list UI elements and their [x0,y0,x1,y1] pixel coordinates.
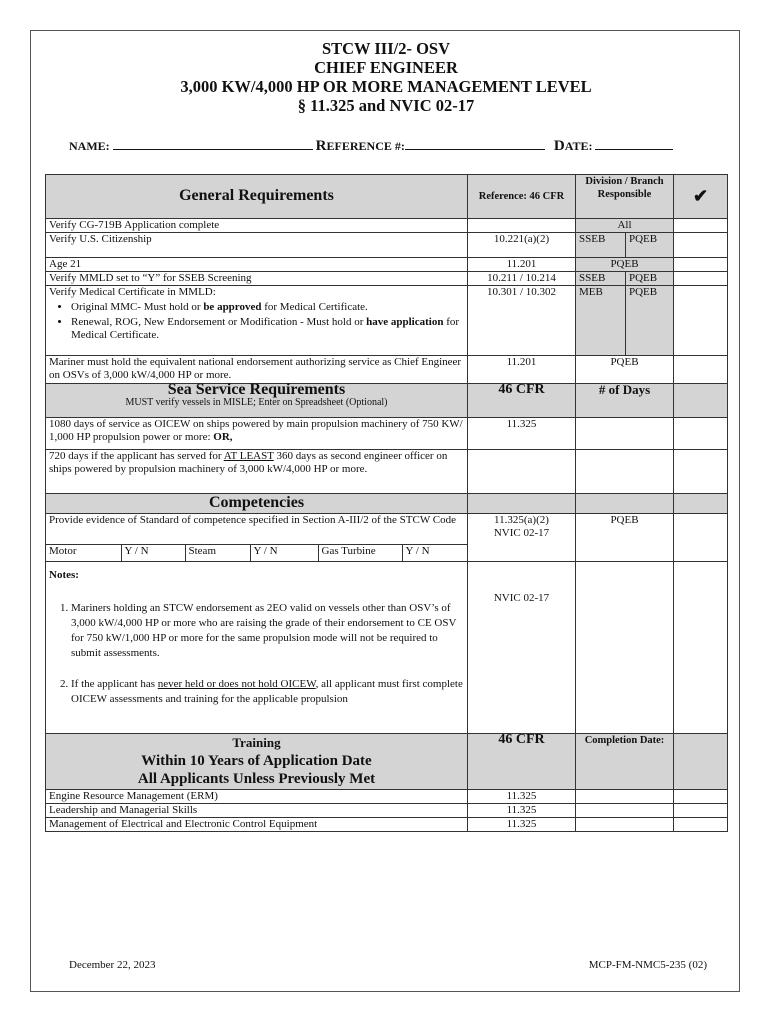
row-division-b: PQEB [626,286,674,356]
days-cell[interactable] [576,418,674,450]
check-cell[interactable] [674,258,728,272]
training-header-row [46,734,728,790]
requirements-table [45,174,728,832]
row-text: 1080 days of service as OICEW on ships powered by main propulsion machinery of 750 KW/ 1,000 HP propulsion power or more: OR, [46,418,468,450]
training-heading: Training [232,735,281,750]
check-cell[interactable] [674,233,728,258]
check-cell[interactable] [674,286,728,356]
training-subheading: Within 10 Years of Application Date [141,753,372,769]
completion-date-cell[interactable] [576,804,674,818]
row-text: Verify U.S. Citizenship [46,233,468,258]
competency-cell [46,514,468,562]
check-cell[interactable] [674,450,728,494]
empty-cell [674,384,728,418]
notes-ref: NVIC 02-17 [468,562,576,734]
title-line-3: 3,000 KW/4,000 HP OR MORE MANAGEMENT LEVEL [180,77,592,96]
date-label: ATE: [564,139,593,153]
motor-yes-no[interactable]: Y / N [121,545,185,561]
check-cell[interactable] [674,272,728,286]
row-division: PQEB [576,356,674,384]
date-label-initial: D [553,138,565,154]
list-item: 2. If the applicant has never held or does not hold OICEW, all applicant must first complete OICEW assessments and training for the applicable propulsion [71,677,464,707]
sea-header-row [46,384,728,418]
empty-cell [468,494,576,514]
row-ref: 11.325 [468,790,576,804]
row-division-a: SSEB [576,233,626,258]
row-ref: 11.325 [468,418,576,450]
row-text: Engine Resource Management (ERM) [46,790,468,804]
general-ref-heading: Reference: 46 CFR [468,175,576,219]
identity-line [69,137,729,155]
table-row [46,450,728,494]
row-text: Management of Electrical and Electronic Control Equipment [46,818,468,832]
date-field[interactable] [595,137,673,150]
check-cell[interactable] [674,818,728,832]
list-item: • Original MMC- Must hold or be approved for Medical Certificate. [71,301,464,314]
check-cell[interactable] [674,418,728,450]
notes-cell [46,562,468,734]
table-row [46,272,728,286]
row-ref: 10.211 / 10.214 [468,272,576,286]
row-text: Age 21 [46,258,468,272]
footer-form-id: MCP-FM-NMC5-235 (02) [588,959,707,971]
steam-label: Steam [185,545,250,561]
competencies-heading: Competencies [46,494,468,514]
name-label: NAME: [69,139,110,153]
table-row [46,804,728,818]
sea-header-cell [46,381,468,418]
empty-cell [674,494,728,514]
gas-turbine-yes-no[interactable]: Y / N [405,545,430,557]
medical-cert-cell [46,286,468,356]
reference-label: EFERENCE #: [326,139,405,153]
completion-date-cell[interactable] [576,790,674,804]
title-line-4: § 11.325 and NVIC 02-17 [297,96,475,115]
general-header-row [46,175,728,219]
propulsion-mode-table [46,544,467,561]
row-division-b: PQEB [626,233,674,258]
table-row [46,790,728,804]
table-row [46,356,728,384]
motor-label: Motor [46,545,121,561]
completion-heading: Completion Date: [576,734,674,790]
empty-cell [674,734,728,790]
division-heading: Division / Branch Responsible [576,175,674,219]
notes-label: Notes: [49,569,79,581]
row-text: 720 days if the applicant has served for AT LEAST 360 days as second engineer officer on ships powered by propulsion machinery of 3,000 kW/4,000 HP or more. [46,450,468,494]
empty-cell [576,562,674,734]
row-ref: 11.201 [468,258,576,272]
reference-label-initial: R [315,138,327,154]
row-ref [468,219,576,233]
row-text: Provide evidence of Standard of competence specified in Section A-III/2 of the STCW Code [49,514,456,526]
row-text: Verify CG-719B Application complete [46,219,468,233]
row-text: Verify MMLD set to “Y” for SSEB Screening [46,272,468,286]
empty-cell [674,562,728,734]
gas-turbine-label: Gas Turbine [318,545,402,561]
table-row [46,514,728,562]
days-heading: # of Days [576,384,674,418]
table-row [46,418,728,450]
row-text: Leadership and Managerial Skills [46,804,468,818]
row-division-b: PQEB [626,272,674,286]
training-ref-heading: 46 CFR [468,734,576,790]
empty-cell [576,494,674,514]
completion-date-cell[interactable] [576,818,674,832]
form-page [30,30,740,992]
sea-heading: Sea Service Requirements [167,381,346,398]
row-text: Mariner must hold the equivalent national endorsement authorizing service as Chief Engineer on OSVs of 3,000 kW/4,000 HP or more. [46,356,468,384]
general-heading: General Requirements [46,175,468,219]
table-row [46,818,728,832]
row-division-a: SSEB [576,272,626,286]
footer-date: December 22, 2023 [69,959,156,971]
days-cell[interactable] [576,450,674,494]
row-ref [468,450,576,494]
row-ref: 10.221(a)(2) [468,233,576,258]
row-ref: 11.325 [468,818,576,832]
row-division: PQEB [576,514,674,562]
form-title [31,39,741,115]
steam-yes-no[interactable]: Y / N [250,545,318,561]
notes-row [46,562,728,734]
table-row [46,286,728,356]
list-item: 1. Mariners holding an STCW endorsement as 2EO valid on vessels other than OSV’s of 3,000 kW/4,000 HP or more who are raising the grade of their endorsement to CE OSV for 750 kW/1,000 HP or more for the same propulsion mode will not be required to submit assessments. [71,601,464,661]
table-row [46,219,728,233]
row-text: Verify Medical Certificate in MMLD: [49,286,216,298]
check-cell[interactable] [674,790,728,804]
row-ref: 11.325 [468,804,576,818]
sea-subheading: MUST verify vessels in MISLE; Enter on Spreadsheet (Optional) [125,396,388,408]
sea-ref-heading: 46 CFR [468,384,576,418]
row-ref: 11.201 [468,356,576,384]
row-division-a: MEB [576,286,626,356]
training-subheading-2: All Applicants Unless Previously Met [137,771,376,787]
reference-field[interactable] [405,137,545,150]
check-cell[interactable] [674,514,728,562]
medical-cert-list [49,301,464,342]
notes-list [49,601,464,707]
training-header-cell [46,734,468,790]
check-cell[interactable] [674,356,728,384]
table-row [46,258,728,272]
table-row [46,233,728,258]
row-ref: 10.301 / 10.302 [468,286,576,356]
list-item: • Renewal, ROG, New Endorsement or Modification - Must hold or have application for Medical Certificate. [71,316,464,341]
row-division: PQEB [576,258,674,272]
title-line-1: STCW III/2- OSV [321,39,451,58]
check-mark-icon: ✔ [674,175,728,219]
name-field[interactable] [113,137,313,150]
check-cell[interactable] [674,804,728,818]
competencies-header-row [46,494,728,514]
row-division: All [576,219,674,233]
title-line-2: CHIEF ENGINEER [314,58,458,77]
check-cell[interactable] [674,219,728,233]
row-ref: 11.325(a)(2) NVIC 02-17 [468,514,576,562]
